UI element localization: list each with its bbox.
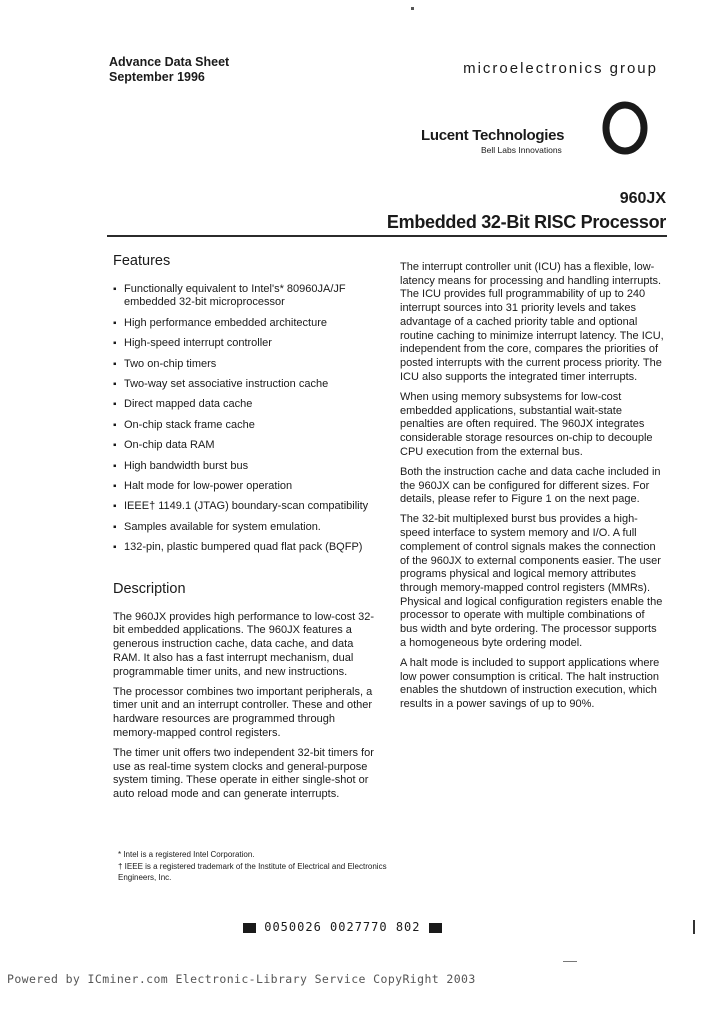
feature-item: ▪ 132-pin, plastic bumpered quad flat pack (BQFP) [113,541,375,555]
group-name: microelectronics group [463,60,658,77]
margin-mark [693,920,695,934]
description-paragraph: The processor combines two important peripherals, a timer unit and an interrupt controller. These and other hardware resources are programmed through memory-mapped control registers. [113,685,373,739]
footer-credit: Powered by ICminer.com Electronic-Library Service CopyRight 2003 [7,972,476,986]
feature-item: ▪ High performance embedded architecture [113,317,375,331]
scan-speck [563,961,577,962]
feature-item: ▪ IEEE† 1149.1 (JTAG) boundary-scan compatibility [113,500,375,514]
features-section [113,255,375,561]
doc-type: Advance Data Sheet [109,55,230,69]
features-heading: Features [113,253,171,269]
feature-item: ▪ On-chip stack frame cache [113,419,375,433]
scan-id [243,920,442,934]
body-paragraph: A halt mode is included to support applications where low power consumption is critical. The halt instruction enables the shutdown of instruction execution, which results in a power savings of up to 90%. [400,656,660,711]
product-title: Embedded 32-Bit RISC Processor [386,212,666,232]
body-paragraph: The 32-bit multiplexed burst bus provides a high-speed interface to system memory and I/O. A full complement of control signals makes the connection of the 960JX to external components easier. The user programs physical and logical memory attributes through memory-mapped control registers (MMRs). Physical and logical configuration registers enable the processor to operate with multiple combinations of bus width and byte ordering. The processor supports a homogeneous byte ordering model. [400,513,663,649]
barcode-block-icon [429,923,442,933]
doc-date: September 1996 [109,70,205,84]
lucent-ring-logo [600,99,650,157]
scan-id-text: 0050026 0027770 802 [264,920,421,934]
footnote-intel: * Intel is a registered Intel Corporation. [118,850,255,859]
barcode-block-icon [243,923,256,933]
scan-speck [411,7,414,10]
feature-item: ▪ Two on-chip timers [113,358,375,372]
footnote-ieee: † IEEE is a registered trademark of the Institute of Electrical and Electronics Engineers, Inc. [118,861,387,882]
feature-item: ▪ High-speed interrupt controller [113,337,375,351]
description-paragraph: The 960JX provides high performance to low-cost 32-bit embedded applications. The 960JX features a generous instruction cache, data cache, and data RAM. It also has a fast interrupt mechanism, dual programmable timer units, and new instructions. [113,610,375,678]
body-paragraph: Both the instruction cache and data cache included in the 960JX can be configured for different sizes. For details, please refer to Figure 1 on the next page. [400,465,661,506]
company-name: Lucent Technologies [421,127,565,144]
features-list [113,283,375,555]
document-header [109,55,229,85]
feature-item: ▪ Functionally equivalent to Intel's* 80960JA/JF embedded 32-bit microprocessor [113,283,375,310]
body-paragraph: The interrupt controller unit (ICU) has a flexible, low-latency means for processing and handling interrupts. The ICU provides full programmability of up to 240 interrupt sources into 31 priority levels and takes advantage of a cached priority table and optional routine caching to minimize interrupt latency. The ICU, independent from the core, compares the priorities of posted interrupts with the current process priority. The ICU also supports the integrated timer interrupts. [400,261,664,383]
product-code: 960JX [619,190,666,207]
right-column [400,261,664,718]
feature-item: ▪ Direct mapped data cache [113,398,375,412]
feature-item: ▪ Two-way set associative instruction cache [113,378,375,392]
company-tagline: Bell Labs Innovations [481,145,562,155]
feature-item: ▪ Halt mode for low-power operation [113,480,375,494]
feature-item: ▪ Samples available for system emulation. [113,521,375,535]
description-paragraph: The timer unit offers two independent 32-bit timers for use as real-time system clocks and general-purpose system timing. These operate in either single-shot or auto reload mode and can generate interrupts. [113,747,374,801]
feature-item: ▪ High bandwidth burst bus [113,460,375,474]
title-rule [107,235,667,237]
footnotes [118,849,388,884]
body-paragraph: When using memory subsystems for low-cost embedded applications, substantial wait-state penalties are often required. The 960JX integrates considerable storage resources on-chip to decouple CPU execution from the external bus. [400,390,653,458]
description-heading: Description [113,581,186,597]
feature-item: ▪ On-chip data RAM [113,439,375,453]
description-section [113,583,375,808]
